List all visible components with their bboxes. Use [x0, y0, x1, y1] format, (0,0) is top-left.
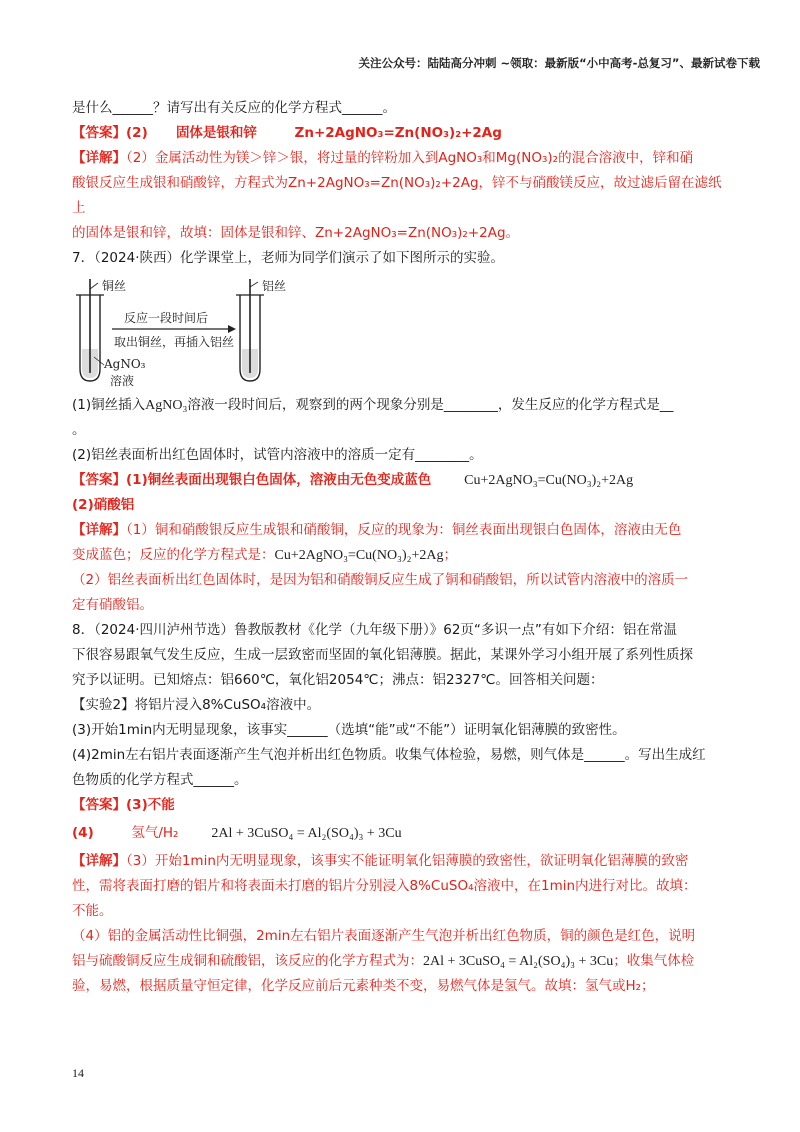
arrow-top-label: 反应一段时间后: [124, 311, 209, 325]
q7-answer-1: [72, 468, 732, 493]
q8-sub4-a: (4)2min左右铝片表面逐渐产生气泡并析出红色物质。收集气体检验，易燃，则气体是______。写出生成红: [72, 747, 706, 763]
detail-text: （2）金属活动性为镁＞锌＞银，将过量的锌粉加入到AgNO₃和Mg(NO₃)₂的混合溶液中，锌和硝: [126, 150, 694, 166]
q6-detail-line-1: [72, 146, 732, 171]
q8-detail-3a: [72, 849, 732, 874]
answer-text: (3)不能: [126, 797, 175, 813]
q8-stem-2: 下很容易跟氧气发生反应，生成一层致密而坚固的氧化铝薄膜。据此，某课外学习小组开展了系列性质探: [72, 647, 693, 663]
detail-text: 变成蓝色；反应的化学方程式是：: [72, 547, 275, 563]
answer-label: 【答案】: [72, 125, 126, 141]
aluminum-wire-label: 铝丝: [262, 279, 287, 293]
q8-sub4-b: 色物质的化学方程式______。: [72, 772, 248, 788]
q8-detail-4a: （4）铝的金属活动性比铜强，2min左右铝片表面逐渐产生气泡并析出红色物质，铜的颜色是红色，说明: [72, 928, 696, 944]
q7-sub1-text-a: (1)铜丝插入: [72, 397, 146, 413]
q8-answer-3: [72, 793, 732, 818]
arrow-bottom-label: 取出铜丝，再插入铝丝: [114, 335, 235, 349]
q8-detail-4b: [72, 949, 732, 974]
q7-answer-2: (2)硝酸铝: [72, 497, 135, 513]
answer-equation: Cu+2AgNO₃=Cu(NO₃)₂+2Ag: [464, 473, 634, 488]
q6-answer: [72, 121, 732, 146]
answer-number: (4): [72, 825, 94, 841]
q8-stem-1: 8．（2024·四川泸州节选）鲁教版教材《化学（九年级下册）》62页“多识一点”有如下介绍：铝在常温: [72, 622, 677, 638]
detail-equation: Cu+2AgNO₃=Cu(NO₃)₂+2Ag: [274, 548, 444, 563]
q6-detail-line-3: 的固体是银和锌，故填：固体是银和锌、Zn+2AgNO₃=Zn(NO₃)₂+2Ag。: [72, 225, 520, 241]
detail-text-end: ；: [443, 547, 457, 563]
q7-detail-1b: [72, 543, 732, 568]
answer-text: (1)铜丝表面出现银白色固体，溶液由无色变成蓝色: [126, 472, 432, 488]
q7-sub1-formula: AgNO₃: [145, 398, 188, 413]
q7-sub2: (2)铝丝表面析出红色固体时，试管内溶液中的溶质一定有________。: [72, 447, 483, 463]
answer-number: (2): [126, 125, 148, 141]
q8-detail-4c: 验，易燃，根据质量守恒定律，化学反应前后元素种类不变，易燃气体是氢气。故填：氢气或H₂；: [72, 978, 655, 994]
answer-text: 固体是银和锌: [175, 125, 257, 141]
page-header: 关注公众号：陆陆高分冲刺 ~领取：最新版“小中高考-总复习”、最新试卷下载: [358, 56, 760, 70]
q7-sub1-end: 。: [72, 422, 86, 438]
solution-label-formula: AgNO₃: [104, 357, 146, 371]
page-number: 14: [72, 1066, 84, 1080]
detail-text: （1）铜和硝酸银反应生成银和硝酸铜，反应的现象为：铜丝表面出现银白色固体，溶液由无色: [126, 522, 682, 538]
detail-label: 【详解】: [72, 522, 126, 538]
detail-text-end: ；收集气体检: [613, 953, 695, 969]
q8-detail-3c: 不能。: [72, 903, 113, 919]
q6-detail-line-2: 酸银反应生成银和硝酸锌，方程式为Zn+2AgNO₃=Zn(NO₃)₂+2Ag，锌不与硝酸镁反应，故过滤后留在滤纸上: [72, 175, 722, 216]
answer-equation: 2Al + 3CuSO₄ = Al₂(SO₄)₃ + 3Cu: [211, 826, 402, 841]
q8-stem-3: 究予以证明。已知熔点：铝660℃，氧化铝2054℃；沸点：铝2327℃。回答相关问题：: [72, 672, 604, 688]
q8-sub3: (3)开始1min内无明显现象，该事实______（选填“能”或“不能”）证明氧化铝薄膜的致密性。: [72, 722, 626, 738]
copper-wire-label: 铜丝: [102, 279, 127, 293]
detail-equation: 2Al + 3CuSO₄ = Al₂(SO₄)₃ + 3Cu: [423, 954, 614, 969]
q7-sub1: [72, 393, 732, 418]
detail-text: 铝与硫酸铜反应生成铜和硫酸铝，该反应的化学方程式为：: [72, 953, 423, 969]
answer-label: 【答案】: [72, 472, 126, 488]
detail-label: 【详解】: [72, 150, 126, 166]
q7-detail-1a: [72, 518, 732, 543]
q8-detail-3b: 性，需将表面打磨的铝片和将表面未打磨的铝片分别浸入8%CuSO₄溶液中，在1min内进行对比。故填：: [72, 878, 697, 894]
answer-text: 氢气/H₂: [131, 825, 179, 841]
right-test-tube: [236, 279, 264, 381]
q7-sub1-text-b: 溶液一段时间后，观察到的两个现象分别是________，发生反应的化学方程式是__: [187, 397, 674, 413]
answer-label: 【答案】: [72, 797, 126, 813]
experiment-figure: [72, 277, 372, 387]
solution-label-text: 溶液: [110, 374, 135, 388]
q7-stem: 7．（2024·陕西）化学课堂上，老师为同学们演示了如下图所示的实验。: [72, 250, 504, 266]
q8-experiment-2: 【实验2】将铝片浸入8%CuSO₄溶液中。: [72, 697, 321, 713]
detail-text: （3）开始1min内无明显现象，该事实不能证明氧化铝薄膜的致密性，欲证明氧化铝薄膜的致密: [126, 853, 689, 869]
left-test-tube: [76, 279, 104, 381]
detail-label: 【详解】: [72, 853, 126, 869]
q8-answer-4: [72, 818, 732, 849]
q7-detail-2b: 定有硝酸铝。: [72, 597, 153, 613]
document-body: [72, 96, 732, 999]
q6-question-tail: 是什么______？请写出有关反应的化学方程式______。: [72, 100, 396, 116]
q7-detail-2a: （2）铝丝表面析出红色固体时，是因为铝和硝酸铜反应生成了铜和硝酸铝，所以试管内溶液中的溶质一: [72, 572, 689, 588]
answer-equation: Zn+2AgNO₃=Zn(NO₃)₂+2Ag: [294, 125, 502, 141]
process-arrow: [112, 325, 236, 333]
